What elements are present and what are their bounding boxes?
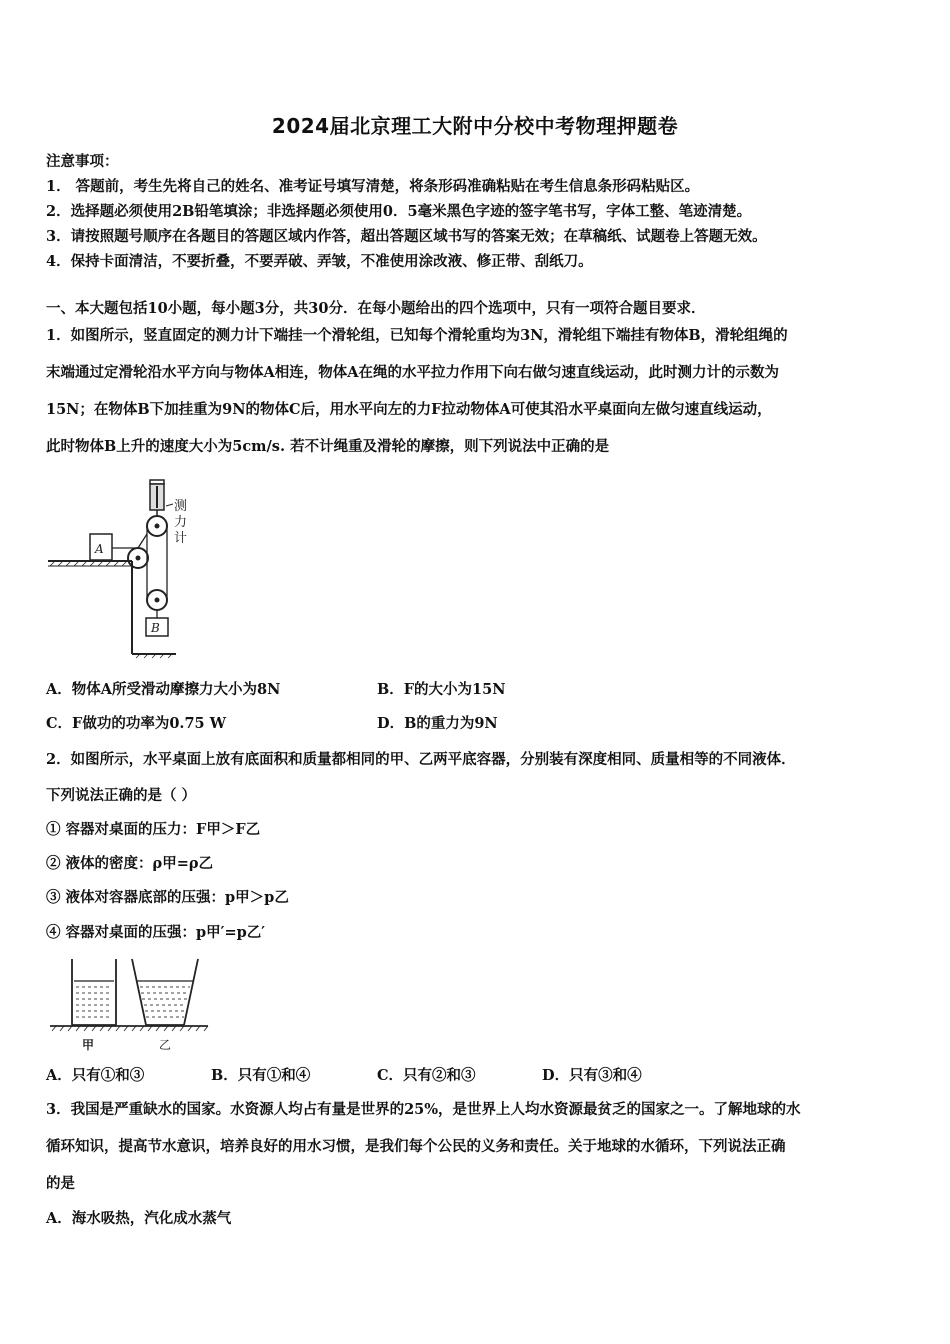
q3-text-line: 循环知识，提高节水意识，培养良好的用水习惯，是我们每个公民的义务和责任。关于地球的水循环，下列说法正确 <box>46 1138 786 1155</box>
q2-option-c[interactable]: C．只有②和③ <box>377 1067 476 1084</box>
q1-option-d[interactable]: D．B的重力为9N <box>377 715 498 732</box>
notice-item: 3．请按照题号顺序在各题目的答题区域内作答，超出答题区域书写的答案无效；在草稿纸、试题卷上答题无效。 <box>46 228 767 245</box>
q2-statement: ① 容器对桌面的压力：F甲＞F乙 <box>46 821 261 838</box>
notice-item: 4．保持卡面清洁，不要折叠，不要弄破、弄皱，不准使用涂改液、修正带、刮纸刀。 <box>46 253 593 270</box>
q1-option-a[interactable]: A．物体A所受滑动摩擦力大小为8N <box>46 681 281 698</box>
q1-text-line: 15N；在物体B下加挂重为9N的物体C后，用水平向左的力F拉动物体A可使其沿水平桌面向左做匀速直线运动， <box>46 401 772 418</box>
q1-text-line: 末端通过定滑轮沿水平方向与物体A相连，物体A在绳的水平拉力作用下向右做匀速直线运动，此时测力计的示数为 <box>46 364 779 381</box>
q2-statement: ② 液体的密度：ρ甲=ρ乙 <box>46 855 213 872</box>
q2-container-figure <box>46 955 216 1055</box>
scale-label: 力 <box>174 515 188 530</box>
q3-text-line: 3．我国是严重缺水的国家。水资源人均占有量是世界的25%，是世界上人均水资源最贫乏的国家之一。了解地球的水 <box>46 1101 801 1118</box>
q1-text-line: 此时物体B上升的速度大小为5cm/s. 若不计绳重及滑轮的摩擦，则下列说法中正确的是 <box>46 438 610 455</box>
q3-text-line: 的是 <box>46 1175 75 1192</box>
container-label-jia: 甲 <box>82 1038 95 1052</box>
notice-item: 2．选择题必须使用2B铅笔填涂；非选择题必须使用0．5毫米黑色字迹的签字笔书写，字体工整、笔迹清楚。 <box>46 203 752 220</box>
q1-text-line: 1．如图所示，竖直固定的测力计下端挂一个滑轮组，已知每个滑轮重均为3N，滑轮组下端挂有物体B，滑轮组绳的 <box>46 327 788 344</box>
q2-option-b[interactable]: B．只有①和④ <box>211 1067 311 1084</box>
q3-option-a[interactable]: A．海水吸热，汽化成水蒸气 <box>46 1210 232 1227</box>
q2-text-line: 下列说法正确的是（ ） <box>46 787 197 804</box>
notice-item: 1． 答题前，考生先将自己的姓名、准考证号填写清楚，将条形码准确粘贴在考生信息条形码粘贴区。 <box>46 178 700 195</box>
block-a-label: A <box>95 542 104 556</box>
q2-option-a[interactable]: A．只有①和③ <box>46 1067 145 1084</box>
scale-label: 测 <box>174 499 188 514</box>
q1-option-c[interactable]: C．F做功的功率为0.75 W <box>46 715 226 732</box>
page-title: 2024届北京理工大附中分校中考物理押题卷 <box>271 114 679 138</box>
section-heading: 一、本大题包括10小题，每小题3分，共30分．在每小题给出的四个选项中，只有一项符合题目要求． <box>46 300 706 317</box>
q1-pulley-figure <box>46 476 216 661</box>
q2-text-line: 2．如图所示，水平桌面上放有底面积和质量都相同的甲、乙两平底容器，分别装有深度相同、质量相等的不同液体． <box>46 751 796 768</box>
q2-statement: ③ 液体对容器底部的压强：p甲＞p乙 <box>46 889 289 906</box>
notice-heading: 注意事项： <box>46 153 119 170</box>
q2-option-d[interactable]: D．只有③和④ <box>542 1067 642 1084</box>
q2-statement: ④ 容器对桌面的压强：p甲′=p乙′ <box>46 924 266 941</box>
scale-label: 计 <box>174 531 188 546</box>
block-b-label: B <box>151 621 160 635</box>
q1-option-b[interactable]: B．F的大小为15N <box>377 681 506 698</box>
container-label-yi: 乙 <box>159 1038 172 1052</box>
